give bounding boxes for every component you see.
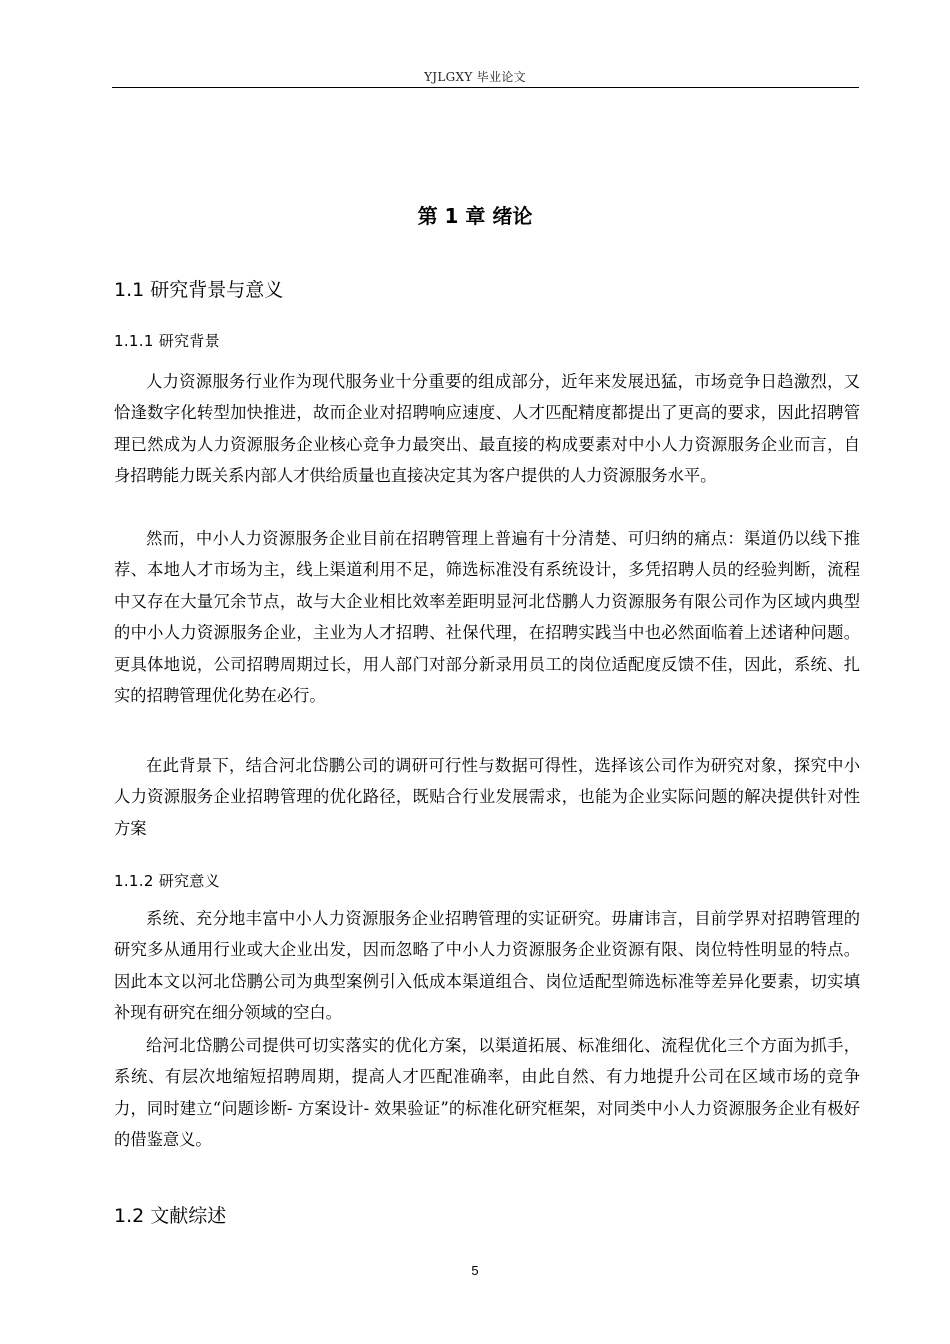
running-header: YJLGXY 毕业论文 [424, 70, 526, 84]
section-heading-1-1: 1.1 研究背景与意义 [114, 279, 284, 301]
chapter-title: 第 1 章 绪论 [417, 204, 533, 228]
paragraph-background-3: 在此背景下，结合河北岱鹏公司的调研可行性与数据可得性，选择该公司作为研究对象，探究中小人力资源服务企业招聘管理的优化路径，既贴合行业发展需求，也能为企业实际问题的解决提供针对性方案 [114, 756, 860, 838]
subsection-heading-1-1-2: 1.1.2 研究意义 [114, 872, 220, 890]
paragraph-significance-1: 系统、充分地丰富中小人力资源服务企业招聘管理的实证研究。毋庸讳言，目前学界对招聘管理的研究多从通用行业或大企业出发，因而忽略了中小人力资源服务企业资源有限、岗位特性明显的特点。因此本文以河北岱鹏公司为典型案例引入低成本渠道组合、岗位适配型筛选标准等差异化要素，切实填补现有研究在细分领域的空白。 [114, 909, 860, 1023]
page-number: 5 [471, 1263, 479, 1278]
paragraph-background-1: 人力资源服务行业作为现代服务业十分重要的组成部分，近年来发展迅猛，市场竞争日趋激烈，又恰逢数字化转型加快推进，故而企业对招聘响应速度、人才匹配精度都提出了更高的要求，因此招聘管理已然成为人力资源服务企业核心竞争力最突出、最直接的构成要素对中小人力资源服务企业而言，自身招聘能力既关系内部人才供给质量也直接决定其为客户提供的人力资源服务水平。 [114, 372, 860, 486]
section-heading-1-2: 1.2 文献综述 [114, 1205, 227, 1227]
paragraph-background-2: 然而，中小人力资源服务企业目前在招聘管理上普遍有十分清楚、可归纳的痛点：渠道仍以线下推荐、本地人才市场为主，线上渠道利用不足，筛选标准没有系统设计，多凭招聘人员的经验判断，流程中又存在大量冗余节点，故与大企业相比效率差距明显河北岱鹏人力资源服务有限公司作为区域内典型的中小人力资源服务企业，主业为人才招聘、社保代理，在招聘实践当中也必然面临着上述诸种问题。更具体地说，公司招聘周期过长，用人部门对部分新录用员工的岗位适配度反馈不佳，因此，系统、扎实的招聘管理优化势在必行。 [114, 529, 860, 706]
header-rule [112, 87, 859, 88]
paragraph-significance-2: 给河北岱鹏公司提供可切实落实的优化方案，以渠道拓展、标准细化、流程优化三个方面为抓手，系统、有层次地缩短招聘周期，提高人才匹配准确率，由此自然、有力地提升公司在区域市场的竞争力，同时建立“问题诊断- 方案设计- 效果验证”的标准化研究框架，对同类中小人力资源服务企业有极好的借鉴意义。 [114, 1036, 860, 1150]
subsection-heading-1-1-1: 1.1.1 研究背景 [114, 332, 220, 350]
